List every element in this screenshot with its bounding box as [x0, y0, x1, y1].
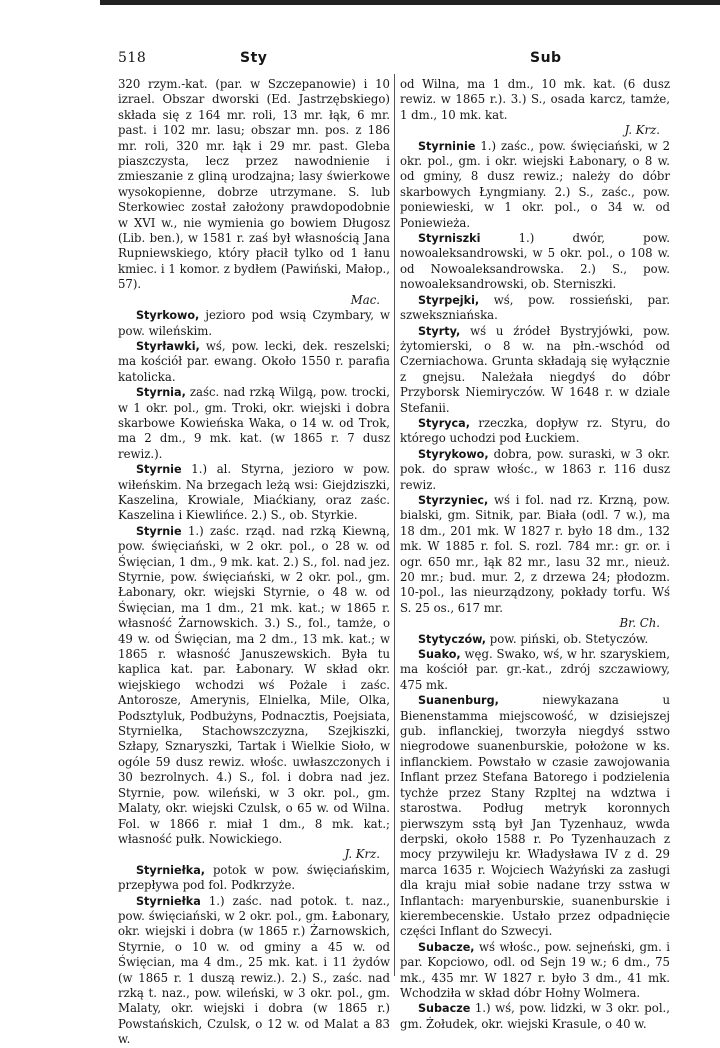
entry-text: 1.) zaśc. nad potok. t. naz., pow. święciański, w 2 okr. pol., gm. Łabonary, okr. wiejski i dobra (w 1865 r.) Żarnowskich, Styrnie, o 10 w. od gminy a 45 w. od Święcian, ma 4 dm., 25 mk. kat. i 11 żydów (w 1865 r. 1 duszą rewiz.). 2.) S., zaśc. nad rzką t. naz., pow. wileński, w 3 okr. pol., gm. Malaty, okr. wiejski i dobra (w 1865 r.) Powstańskich, Czulsk, o 12 w. od Malat a 83 w. — [118, 893, 390, 1047]
entry-text: węg. Swako, wś, w hr. szaryskiem, ma kościół par. gr.-kat., zdrój szczawiowy, 475 mk. — [400, 647, 670, 692]
dictionary-entry — [118, 339, 390, 385]
entry-headword: Subacze — [418, 1002, 471, 1016]
entry-headword: Styrnia, — [136, 386, 186, 400]
entry-headword: Styrninie — [418, 139, 476, 153]
dictionary-entry — [400, 447, 670, 493]
author-signature: J. Krz. — [344, 847, 380, 862]
entry-continuation — [118, 77, 390, 308]
entry-headword: Styrykowo, — [418, 447, 489, 461]
entry-text: 1.) zaśc. rząd. nad rzką Kiewną, pow. święciański, w 2 okr. pol., o 28 w. od Święcian, 1 dm., 9 mk. kat. 2.) S., fol. nad jez. Styrnie, pow. święciański, w 2 okr. pol., gm. Łabonary, okr. wiejski Styrnie, o 48 w. od Święcian, ma 1 dm., 21 mk. kat.; w 1865 r. własność Żarnowskich. 3.) S., fol., tamże, o 49 w. od Święcian, ma 2 dm., 13 mk. kat.; w 1865 r. własność Januszewskich. Była tu kaplica kat. par. Łabonary. W skład okr. wiejskiego wchodzi wś Pożale i zaśc. Antorosze, Amerynis, Elnielka, Mile, Olka, Podsztyluk, Podbużyns, Podnacztis, Poejsiata, Styrnielka, Stachowszczyzna, Szejkiszki, Szłapy, Sznaryszki, Tartak i Wielkie Sioło, w ogóle 59 dusz rewiz. włośc. uwłaszczonych i 30 bezrolnych. 4.) S., fol. i dobra nad jez. Styrnie, pow. wileński, w 3 okr. pol., gm. Malaty, okr. wiejski Czulsk, o 65 w. od Wilna. Fol. w 1866 r. miał 1 dm., 8 mk. kat.; własność pułk. Nowickiego. — [118, 523, 390, 846]
left-column — [118, 77, 390, 1047]
entry-text: 1.) zaśc., pow. święciański, w 2 okr. pol., gm. i okr. wiejski Łabonary, o 8 w. od gminy, 8 dusz rewiz.; należy do dóbr skarbowych Łyngmiany. 2.) S., zaśc., pow. poniewieski, w 1 okr. pol., o 34 w. od Poniewieża. — [400, 138, 670, 230]
dictionary-entry — [400, 940, 670, 1002]
entry-headword: Stytyczów, — [418, 632, 487, 646]
entry-headword: Styrkowo, — [136, 309, 200, 323]
entry-headword: Styrzyniec, — [418, 493, 489, 507]
entry-text: rzeczka, dopływ rz. Styru, do którego uchodzi pod Łuckiem. — [400, 415, 670, 446]
dictionary-entry — [400, 493, 670, 632]
entry-text: zaśc. nad rzką Wilgą, pow. trocki, w 1 okr. pol., gm. Troki, okr. wiejski i dobra skarbowe Kowieńska Waka, o 14 w. od Trok, ma 2 dm., 9 mk. kat. (w 1865 r. 7 dusz rewiz.). — [118, 385, 390, 461]
dictionary-entry — [400, 1001, 670, 1032]
entry-text: wś, pow. lecki, dek. reszelski; ma kościół par. ewang. Około 1550 r. parafia katolicka. — [118, 338, 390, 384]
dictionary-entry — [118, 524, 390, 863]
entry-text: niewykazana u Bienenstamma miejscowość, w dzisiejszej gub. inflanckiej, tworzyła niegdyś sstwo niegrodowe suanenburskie, położone w ks. inflanckiem. Powstało w czasie zawojowania Inflant przez Stefana Batorego i podzielenia tychże przez Stany Rzpltej na wdztwa i starostwa. Podług metryk koronnych pierwszym sstą był Jan Tyzenhauz, wwda derpski, około 1588 r. Po Tyzenhauzach z mocy przywileju kr. Władysława IV z d. 29 marca 1635 r. Wojciech Ważyński za zasługi dla kraju miał sobie nadane trzy sstwa w Inflantach: maryenburskie, suanenburskie i kierembecenskie. Ustało przez odpadnięcie części Inflant do Szwecyi. — [400, 693, 670, 939]
entry-headword: Suanenburg, — [418, 694, 499, 708]
running-head-left: Sty — [240, 50, 268, 66]
entry-headword: Subacze, — [418, 940, 475, 954]
author-signature: Mac. — [350, 292, 380, 307]
entry-headword: Styrniszki — [418, 232, 481, 246]
dictionary-entry — [400, 324, 670, 416]
entry-text: wś i fol. nad rz. Krzną, pow. bialski, gm. Sitnik, par. Biała (odl. 7 w.), ma 18 dm., 201 mk. W 1827 r. było 18 dm., 132 mk. W 1885 r. fol. S. rozl. 784 mr.: gr. or. i ogr. 650 mr., łąk 82 mr., lasu 32 mr., nieuż. 20 mr.; bud. mur. 2, z drzewa 24; płodozm. 10-pol., las nieurządzony, pokłady torfu. Wś S. 25 os., 617 mr. — [400, 492, 670, 615]
entry-text: 1.) al. Styrna, jezioro w pow. wiłeńskim. Na brzegach leżą wsi: Giejdziszki, Kaszelina, Krowiale, Miaćkiany, oraz zaśc. Kaszelina i Kiewlińce. 2.) S., ob. Styrkie. — [118, 462, 390, 523]
dictionary-entry — [118, 385, 390, 462]
entry-text: wś u źródeł Bystryjówki, pow. żytomierski, o 8 w. na płn.-wschód od Czerniachowa. Grunta składają się wyłącznie z gnejsu. Należała niegdyś do dóbr Przyborsk Niemiryczów. W 1648 r. w dziale Stefanii. — [400, 323, 670, 415]
page-number: 518 — [118, 50, 147, 66]
dictionary-entry — [118, 462, 390, 524]
author-signature: J. Krz. — [624, 123, 660, 138]
entry-headword: Styrnie — [136, 463, 182, 477]
entry-text: 320 rzym.-kat. (par. w Szczepanowie) i 10 izrael. Obszar dworski (Ed. Jastrzębskiego) składa się z 164 mr. roli, 13 mr. łąk, 6 mr. past. i 102 mr. lasu; obszar mn. pos. z 186 mr. roli, 320 mr. łąk i 29 mr. past. Gleba piaszczysta, lecz przez nawodnienie i zmieszanie z gliną urodzajna; lasy świerkowe wysokopienne, dobrze utrzymane. S. lub Sterkowiec został założony prawdopodobnie w XVI w., nie wymienia go bowiem Długosz (Lib. ben.), w 1581 r. zaś był własnością Jana Rupniewskiego, który płacił tylko od 1 łanu kmiec. i 1 komor. z bydłem (Pawiński, Małop., 57). — [118, 77, 390, 292]
author-signature: Br. Ch. — [619, 616, 660, 631]
dictionary-entry — [118, 894, 390, 1048]
dictionary-entry — [118, 863, 390, 894]
entry-text: jezioro pod wsią Czymbary, w pow. wileńskim. — [118, 308, 390, 338]
entry-text: pow. piński, ob. Stetyczów. — [486, 631, 649, 646]
entry-text: dobra, pow. suraski, w 3 okr. pok. do spraw włośc., w 1863 r. 116 dusz rewiz. — [400, 446, 670, 492]
entry-headword: Styrniełka, — [136, 863, 205, 877]
running-head-right: Sub — [530, 50, 562, 66]
entry-continuation — [400, 77, 670, 139]
dictionary-entry — [400, 416, 670, 447]
dictionary-entry — [118, 308, 390, 339]
dictionary-entry — [400, 693, 670, 940]
scan-top-edge — [100, 0, 720, 5]
entry-text: od Wilna, ma 1 dm., 10 mk. kat. (6 dusz rewiz. w 1865 r.). 3.) S., osada karcz, tamże, 1 dm., 10 mk. kat. — [400, 77, 670, 122]
entry-headword: Styrniełka — [136, 894, 201, 908]
dictionary-entry — [400, 647, 670, 693]
dictionary-entry — [400, 139, 670, 231]
dictionary-entry — [400, 231, 670, 293]
entry-headword: Styrpejki, — [418, 293, 480, 307]
entry-headword: Styrławki, — [136, 339, 200, 353]
entry-headword: Suako, — [418, 648, 461, 662]
entry-headword: Styrnie — [136, 524, 182, 538]
entry-text: 1.) wś, pow. lidzki, w 3 okr. pol., gm. Żołudek, okr. wiejski Krasule, o 40 w. — [400, 1001, 670, 1031]
dictionary-entry — [400, 632, 670, 647]
entry-text: potok w pow. święciańskim, przepływa pod fol. Podkrzyże. — [118, 862, 390, 893]
entry-text: wś włośc., pow. sejneński, gm. i par. Kopciowo, odl. od Sejn 19 w.; 6 dm., 75 mk., 435 mr. W 1827 r. było 3 dm., 41 mk. Wchodziła w skład dóbr Hołny Wolmera. — [400, 939, 670, 1000]
dictionary-entry — [400, 293, 670, 324]
entry-headword: Styrty, — [418, 324, 461, 338]
right-column — [400, 77, 670, 1031]
entry-text: 1.) dwór, pow. nowoaleksandrowski, w 5 okr. pol., o 108 w. od Nowoaleksandrowska. 2.) S., pow. nowoaleksandrowski, ob. Sterniszki. — [400, 231, 670, 292]
entry-text: wś, pow. rossieński, par. szwekszniańska. — [400, 292, 670, 323]
entry-headword: Styryca, — [418, 416, 470, 430]
column-divider — [394, 74, 395, 976]
